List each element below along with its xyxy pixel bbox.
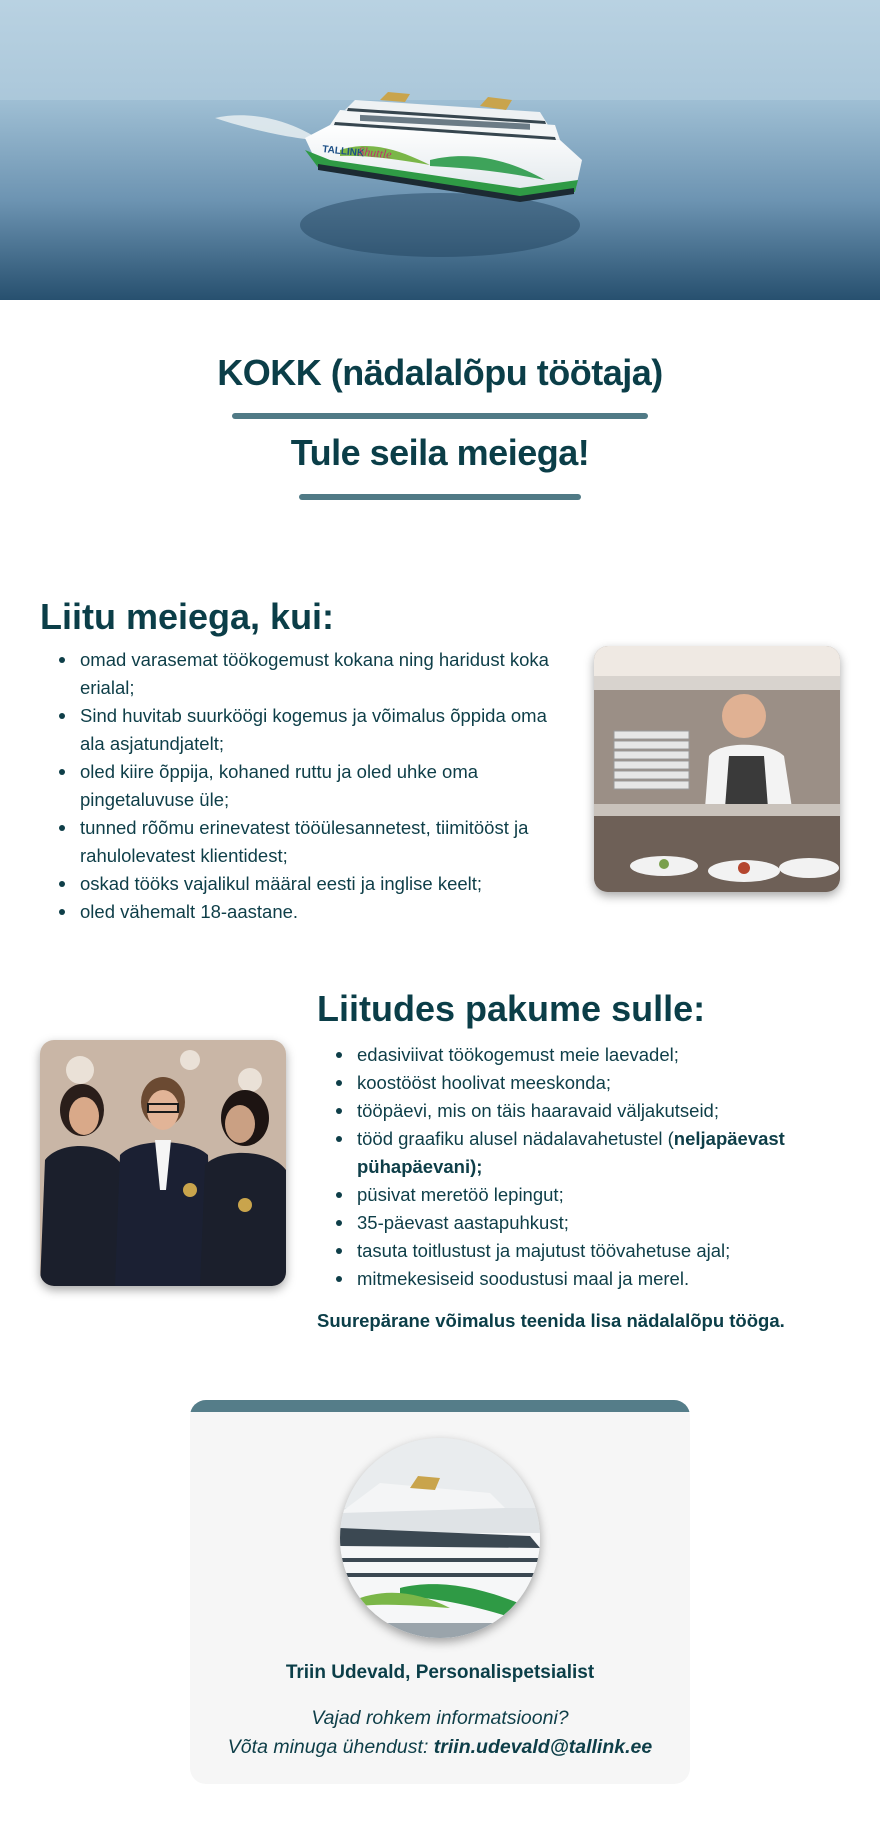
requirements-list [40,646,560,926]
list-item: oskad tööks vajalikul määral eesti ja inglise keelt; [40,870,560,898]
page-subtitle: Tule seila meiega! [290,432,590,473]
list-item: tasuta toitlustust ja majutust töövahetuse ajal; [317,1237,817,1265]
hero-image [0,0,880,300]
crew-photo [40,1040,286,1286]
list-item: omad varasemat töökogemust kokana ning haridust koka erialal; [40,646,560,702]
list-item: püsivat meretöö lepingut; [317,1181,817,1209]
highlight-text: Suurepärane võimalus teenida lisa nädalalõpu tööga. [317,1310,785,1331]
schedule-text: tööd graafiku alusel nädalavahetustel ( [357,1128,674,1149]
title-underline [232,413,648,419]
list-item: mitmekesiseid soodustusi maal ja merel. [317,1265,817,1293]
list-item: 35-päevast aastapuhkust; [317,1209,817,1237]
chef-photo [594,646,840,892]
offer-heading: Liitudes pakume sulle: [317,988,706,1029]
ship-name-text: Shuttle [357,144,393,162]
email-link[interactable]: triin.udevald@tallink.ee [433,1736,653,1758]
contact-line [190,1733,690,1762]
schedule-bold-text: neljapäevast pühapäevani); [357,1128,785,1177]
list-item: oled vähemalt 18-aastane. [40,898,560,926]
list-item: edasiviivat töökogemust meie laevadel; [317,1041,817,1069]
requirements-heading: Liitu meiega, kui: [40,596,335,637]
contact-info [190,1704,690,1762]
offer-list [317,1041,817,1293]
contact-card [190,1400,690,1784]
subtitle-underline [299,494,581,500]
list-item: tööpäevi, mis on täis haaravaid väljakutseid; [317,1097,817,1125]
list-item: Sind huvitab suurköögi kogemus ja võimalus õppida oma ala asjatundjatelt; [40,702,560,758]
list-item: oled kiire õppija, kohaned ruttu ja oled uhke oma pingetaluvuse üle; [40,758,560,814]
page-title: KOKK (nädalalõpu töötaja) [217,352,663,393]
contact-name: Triin Udevald, Personalispetsialist [285,1662,595,1683]
list-item: tunned rõõmu erinevatest tööülesannetest, tiimitööst ja rahulolevatest klientidest; [40,814,560,870]
ship-brand-text: TALLINK [321,144,365,160]
card-topbar [190,1400,690,1412]
ferry-illustration [0,0,880,300]
list-item: koostööst hoolivat meeskonda; [317,1069,817,1097]
contact-prompt: Võta minuga ühendust: [227,1736,434,1758]
contact-question: Vajad rohkem informatsiooni? [311,1707,569,1729]
list-item [317,1125,817,1181]
avatar [340,1438,540,1638]
